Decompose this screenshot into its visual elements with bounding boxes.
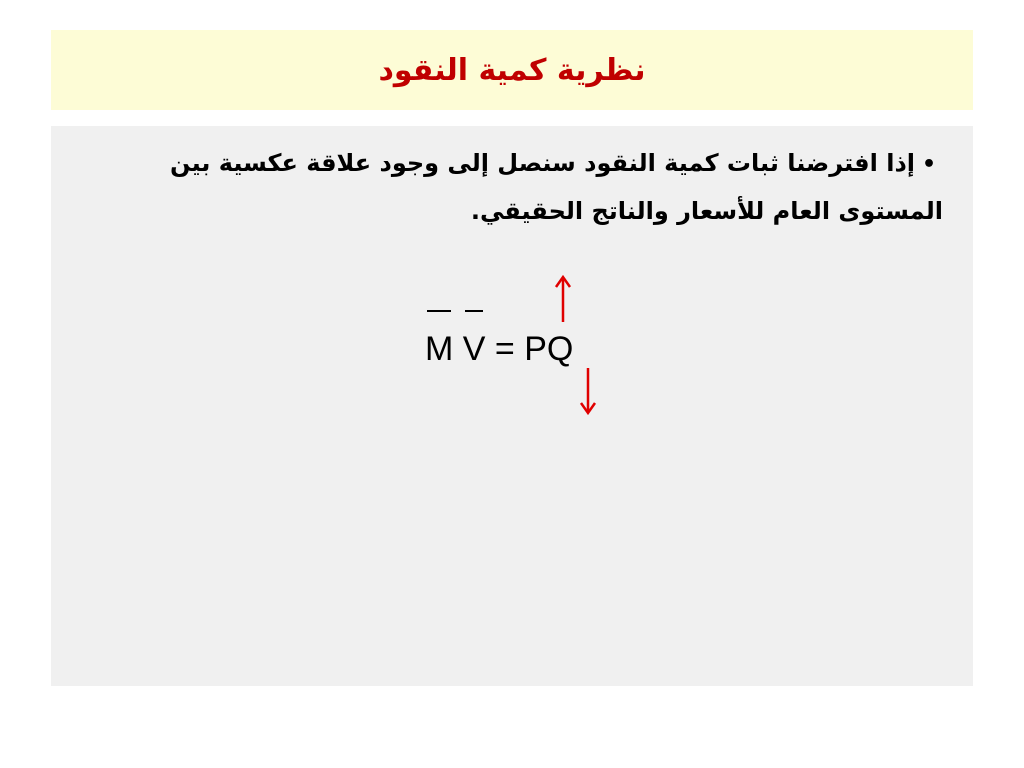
equation-m [425,330,453,369]
equation-v-letter: V [462,330,486,368]
arrow-up-icon [553,274,573,324]
m-overbar [427,310,451,312]
bullet-text: إذا افترضنا ثبات كمية النقود سنصل إلى وجود علاقة عكسية بين المستوى العام للأسعار والناتج الحقيقي. [170,149,943,225]
content-box [51,126,973,686]
arrow-down-icon [578,366,598,416]
equation-m-letter: M [425,330,454,368]
bullet-marker: • [921,152,937,177]
bullet-item [143,140,943,234]
equation-equals: = [494,330,515,368]
v-overbar [465,310,484,312]
title-band [51,30,973,110]
equation-pq: PQ [524,330,574,368]
slide-title: نظرية كمية النقود [378,52,646,88]
quantity-equation [425,330,573,369]
equation-v [463,330,486,369]
